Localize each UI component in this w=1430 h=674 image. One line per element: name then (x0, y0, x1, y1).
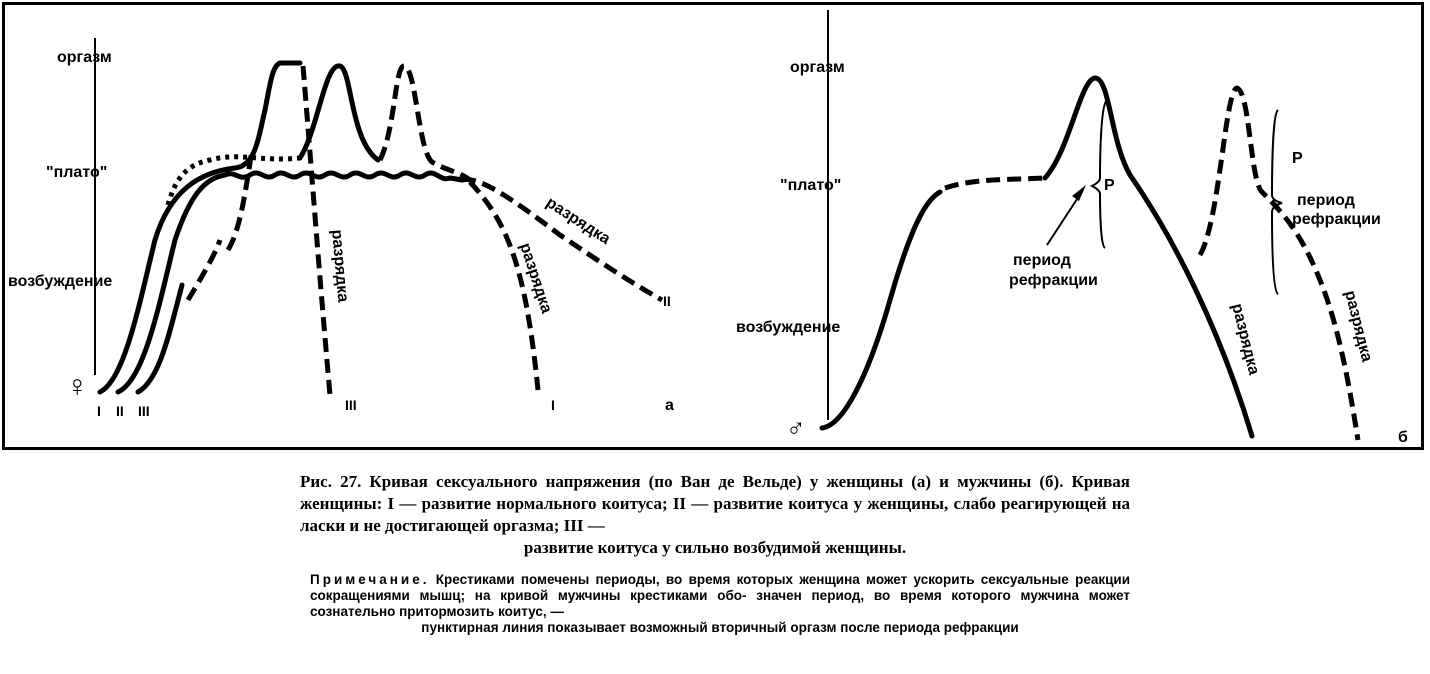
panel-b-refractory-text-3: период (1297, 192, 1355, 209)
panel-b-refractory-text-4: рефракции (1292, 211, 1381, 228)
panel-b-refractory-bracket-1 (1092, 100, 1107, 248)
panel-b-label-orgasm: оргазм (790, 59, 845, 76)
figure-note (310, 572, 1130, 636)
panel-a-curve-label-3: III (138, 403, 150, 419)
panel-b-refractory-text-2: рефракции (1009, 272, 1098, 289)
caption-line-4: развитие коитуса у сильно возбудимой женщины. (523, 538, 907, 557)
panel-b-curve-rise (822, 192, 940, 428)
panel-a-curve-label-2: II (116, 403, 124, 419)
panel-b-p-label-1: Р (1104, 177, 1115, 194)
note-line-3: значен период, во время которого мужчина может сознательно притормозить коитус, — (310, 588, 1130, 619)
panel-b-male-symbol: ♂ (786, 412, 806, 442)
panel-b-curve-secondary (1200, 88, 1358, 440)
panel-a-female-symbol: ♀ (66, 370, 89, 403)
panel-b-arrow-head (1072, 185, 1086, 201)
panel-a-discharge-label-III: разрядка (328, 228, 352, 303)
panel-a-label-excitement: возбуждение (8, 273, 113, 290)
note-head: Примечание. (310, 572, 430, 587)
caption-line-3: коитуса у женщины, слабо реагирующей на ласки и не достигающей оргазма; III — (300, 494, 1131, 535)
panel-a-curve-I-peak-2 (300, 66, 378, 160)
note-line-1: Крестиками помечены периоды, во время которых женщина может (435, 572, 908, 587)
panel-b-curve-orgasm (1045, 78, 1252, 436)
caption-line-1: Рис. 27. Кривая сексуального напряжения (по Ван де Вельде) у женщины (а) и (300, 472, 949, 491)
panel-a-curve-I-rise (100, 63, 300, 392)
panel-b-label-excitement: возбуждение (736, 319, 841, 336)
panel-a-dotted-plateau (168, 157, 300, 205)
panel-a-curve-I-peak-3 (380, 66, 470, 180)
note-line-4: пунктирная линия показывает возможный вторичный оргазм после периода рефракции (421, 620, 1019, 635)
panel-b-letter: б (1398, 429, 1408, 446)
panel-a-curve-II-discharge (462, 179, 662, 300)
panel-b-discharge-label-2: разрядка (1341, 288, 1376, 364)
panel-b-label-plateau: "плато" (780, 177, 842, 194)
panel-a-discharge-label-I: разрядка (516, 240, 555, 316)
panel-a (8, 38, 674, 419)
figure-caption (300, 471, 1130, 559)
panel-b-refractory-text-1: период (1013, 252, 1071, 269)
panel-a-curve-end-III: III (345, 397, 357, 413)
panel-a-curve-end-I: I (551, 397, 555, 413)
panel-a-letter: а (665, 397, 674, 414)
panel-b-curve-plateau (945, 178, 1045, 188)
panel-a-label-plateau: "плато" (46, 164, 108, 181)
caption-line-2: мужчины (б). Кривая женщины: I — развитие нормального коитуса; II — развитие (300, 472, 1130, 513)
note-line-2: ускорить сексуальные реакции сокращениями мышц; на кривой мужчины крестиками обо- (310, 572, 1130, 603)
panel-b (736, 10, 1408, 446)
panel-a-curve-end-II: II (663, 293, 671, 309)
panel-a-discharge-label-II: разрядка (542, 194, 614, 248)
panel-a-label-orgasm: оргазм (57, 49, 112, 66)
panel-b-p-label-2: Р (1292, 150, 1303, 167)
panel-a-curve-label-1: I (97, 403, 101, 419)
panel-b-discharge-label-1: разрядка (1228, 301, 1263, 377)
